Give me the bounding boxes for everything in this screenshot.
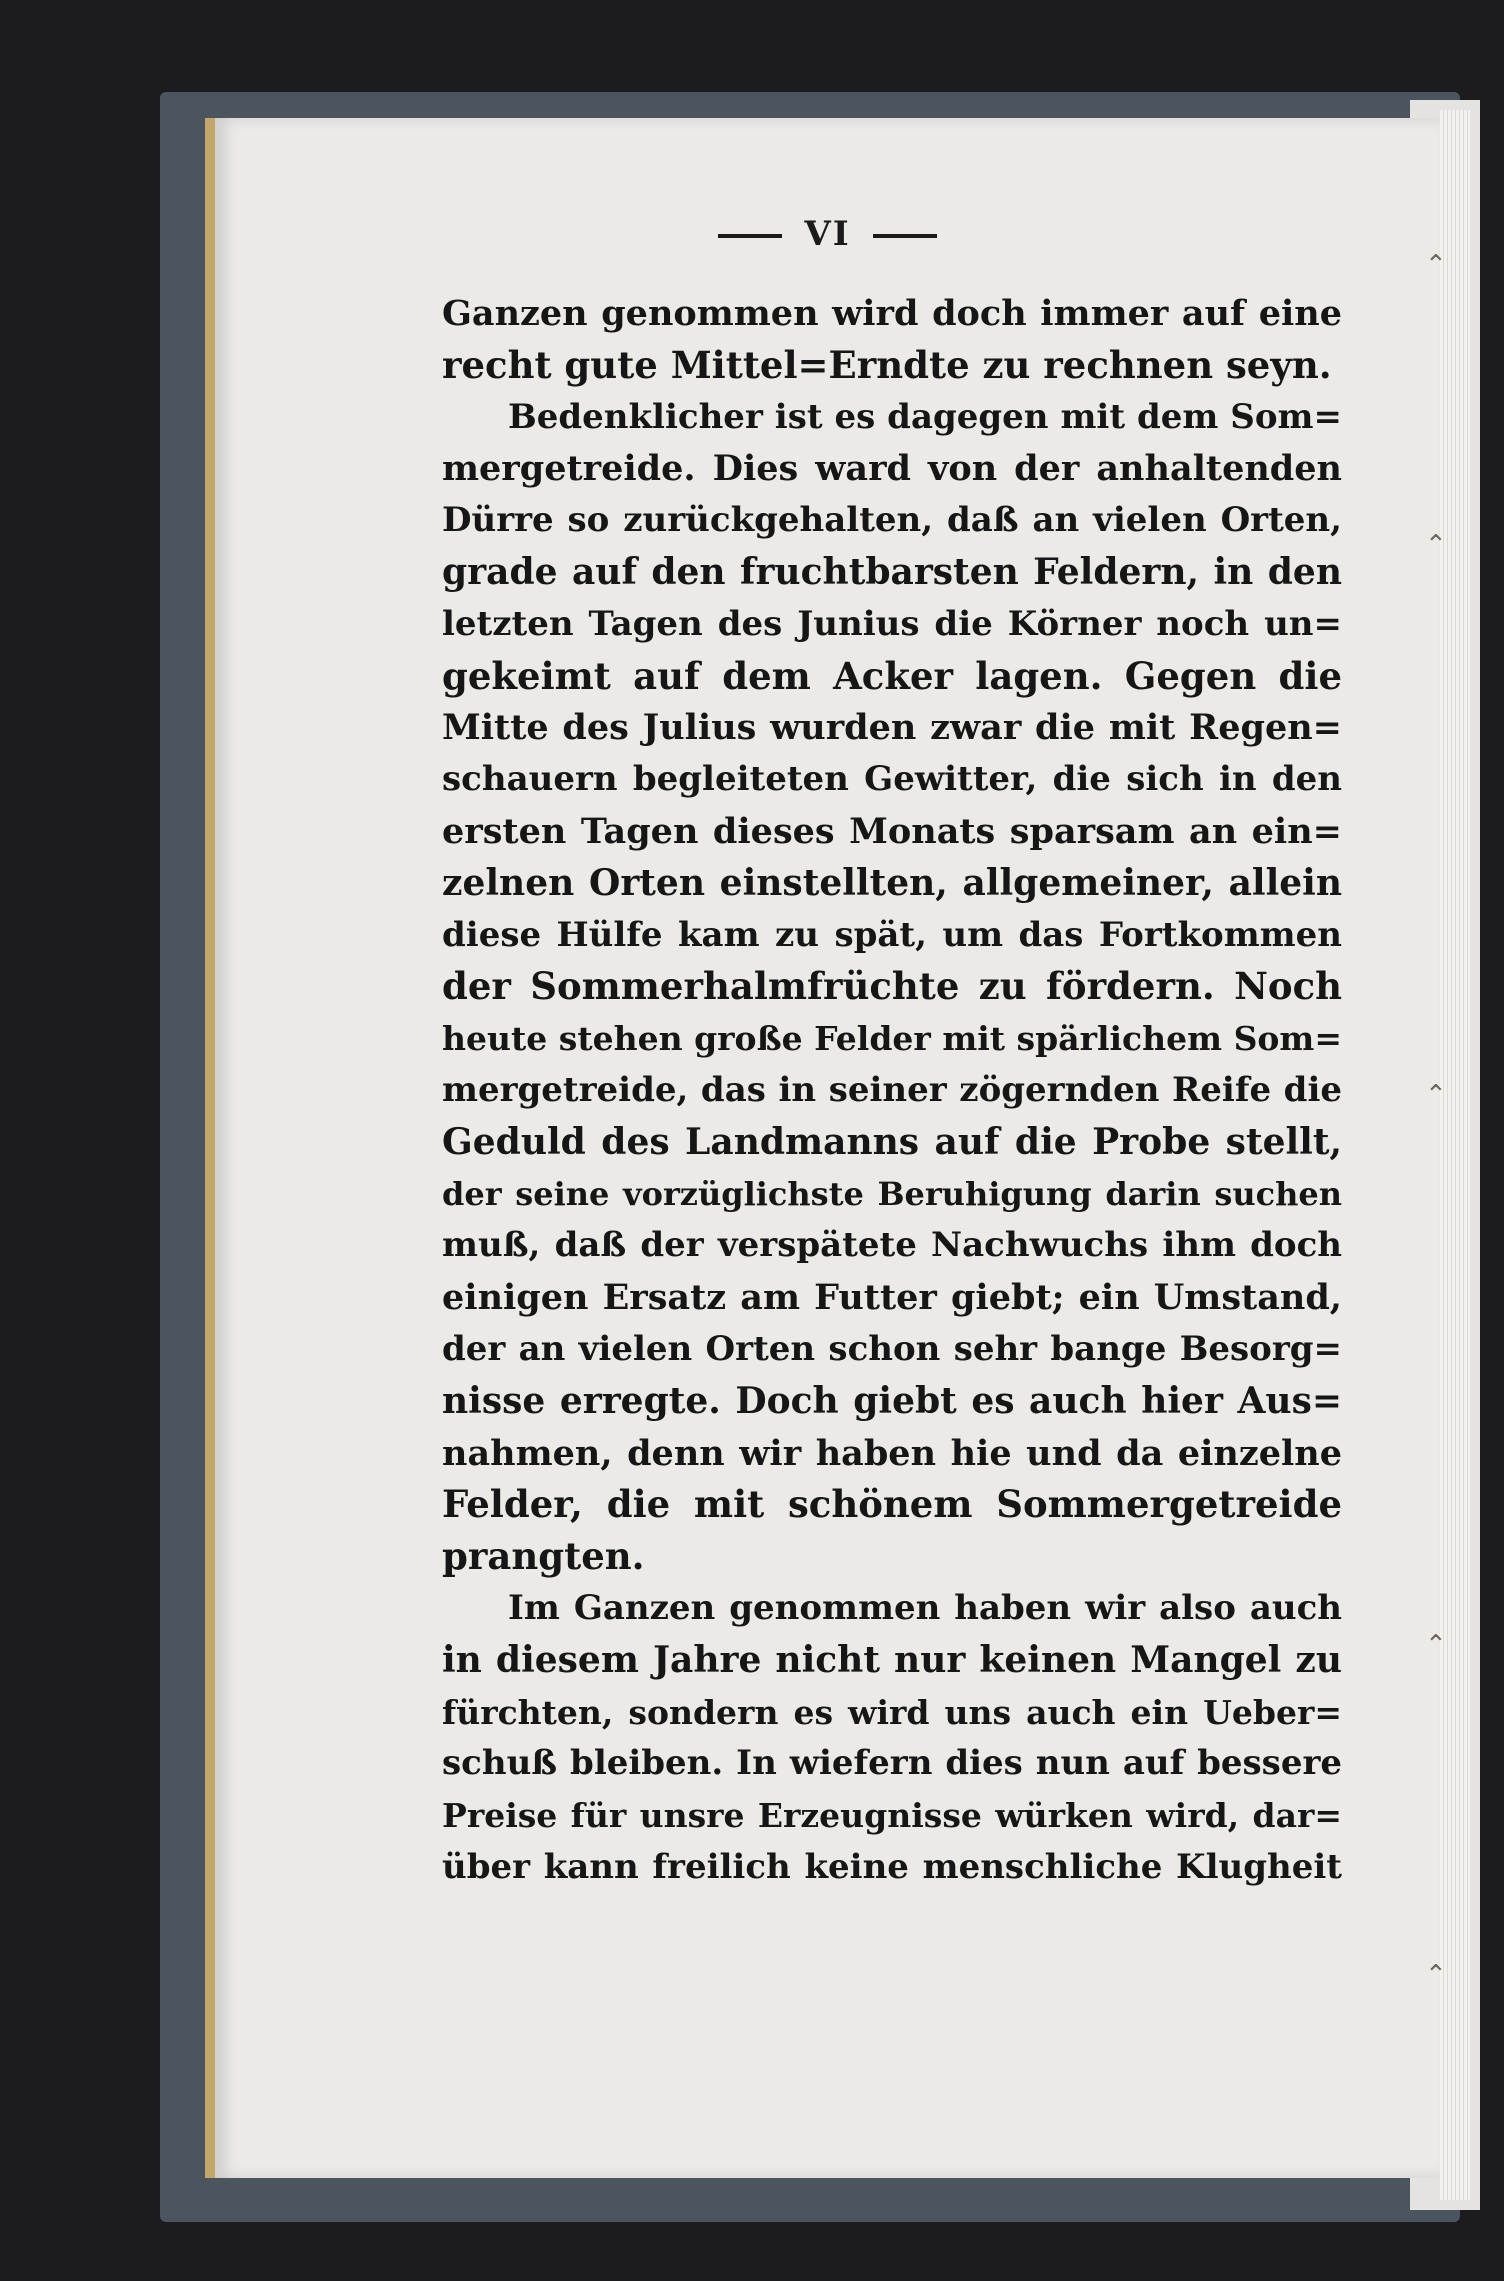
text-line: Dürre so zurückgehalten, daß an vielen Orten, xyxy=(442,500,1342,541)
text-line: der seine vorzüglichste Beruhigung darin suchen xyxy=(442,1174,1342,1213)
edge-mark-icon: ⌃ xyxy=(1425,530,1447,560)
text-line: letzten Tagen des Junius die Körner noch un= xyxy=(442,603,1342,644)
text-line: ersten Tagen dieses Monats sparsam an ein= xyxy=(442,810,1342,852)
text-line: Ganzen genommen wird doch immer auf eine xyxy=(442,293,1342,334)
page-edge-marks xyxy=(1425,0,1455,2281)
text-line: nisse erregte. Doch giebt es auch hier Aus= xyxy=(442,1379,1342,1422)
text-line: Bedenklicher ist es dagegen mit dem Som= xyxy=(508,396,1342,437)
edge-mark-icon: ⌃ xyxy=(1425,1080,1447,1110)
text-line: diese Hülfe kam zu spät, um das Fortkommen xyxy=(442,914,1342,955)
text-line: heute stehen große Felder mit spärlichem Som= xyxy=(442,1019,1342,1059)
text-line: fürchten, sondern es wird uns auch ein Ueber= xyxy=(442,1692,1342,1732)
text-line: Felder, die mit schönem Sommergetreide xyxy=(442,1482,1342,1527)
text-line: recht gute Mittel=Erndte zu rechnen seyn. xyxy=(442,342,1332,387)
page-header xyxy=(215,214,1440,254)
text-line: der Sommerhalmfrüchte zu fördern. Noch xyxy=(442,964,1342,1009)
text-line: gekeimt auf dem Acker lagen. Gegen die xyxy=(442,653,1342,698)
edge-mark-icon: ⌃ xyxy=(1425,1960,1447,1990)
text-line: nahmen, denn wir haben hie und da einzelne xyxy=(442,1432,1342,1474)
header-dash-left xyxy=(718,234,782,238)
text-line: mergetreide, das in seiner zögernden Reife die xyxy=(442,1069,1342,1110)
text-line: mergetreide. Dies ward von der anhaltenden xyxy=(442,448,1342,490)
text-line: Im Ganzen genommen haben wir also auch xyxy=(508,1587,1342,1628)
text-line: über kann freilich keine menschliche Klugheit xyxy=(442,1846,1342,1887)
text-line: schauern begleiteten Gewitter, die sich in den xyxy=(442,759,1342,800)
book-page xyxy=(215,118,1440,2178)
text-line: in diesem Jahre nicht nur keinen Mangel zu xyxy=(442,1638,1342,1681)
text-line: grade auf den fruchtbarsten Feldern, in den xyxy=(442,550,1342,593)
edge-mark-icon: ⌃ xyxy=(1425,1630,1447,1660)
text-line: Preise für unsre Erzeugnisse würken wird, dar= xyxy=(442,1796,1342,1836)
text-line: Mitte des Julius wurden zwar die mit Regen= xyxy=(442,707,1342,749)
text-line: schuß bleiben. In wiefern dies nun auf bessere xyxy=(442,1743,1342,1784)
header-dash-right xyxy=(873,234,937,238)
text-line: Geduld des Landmanns auf die Probe stellt, xyxy=(442,1120,1342,1163)
page-number: VI xyxy=(804,214,851,254)
text-line: zelnen Orten einstellten, allgemeiner, allein xyxy=(442,861,1342,904)
page-body-text xyxy=(442,288,1342,1894)
edge-mark-icon: ⌃ xyxy=(1425,250,1447,280)
text-line: muß, daß der verspätete Nachwuchs ihm doch xyxy=(442,1225,1342,1266)
text-line: einigen Ersatz am Futter giebt; ein Umstand, xyxy=(442,1277,1342,1319)
text-line: prangten. xyxy=(442,1534,645,1579)
text-line: der an vielen Orten schon sehr bange Besorg= xyxy=(442,1328,1342,1369)
